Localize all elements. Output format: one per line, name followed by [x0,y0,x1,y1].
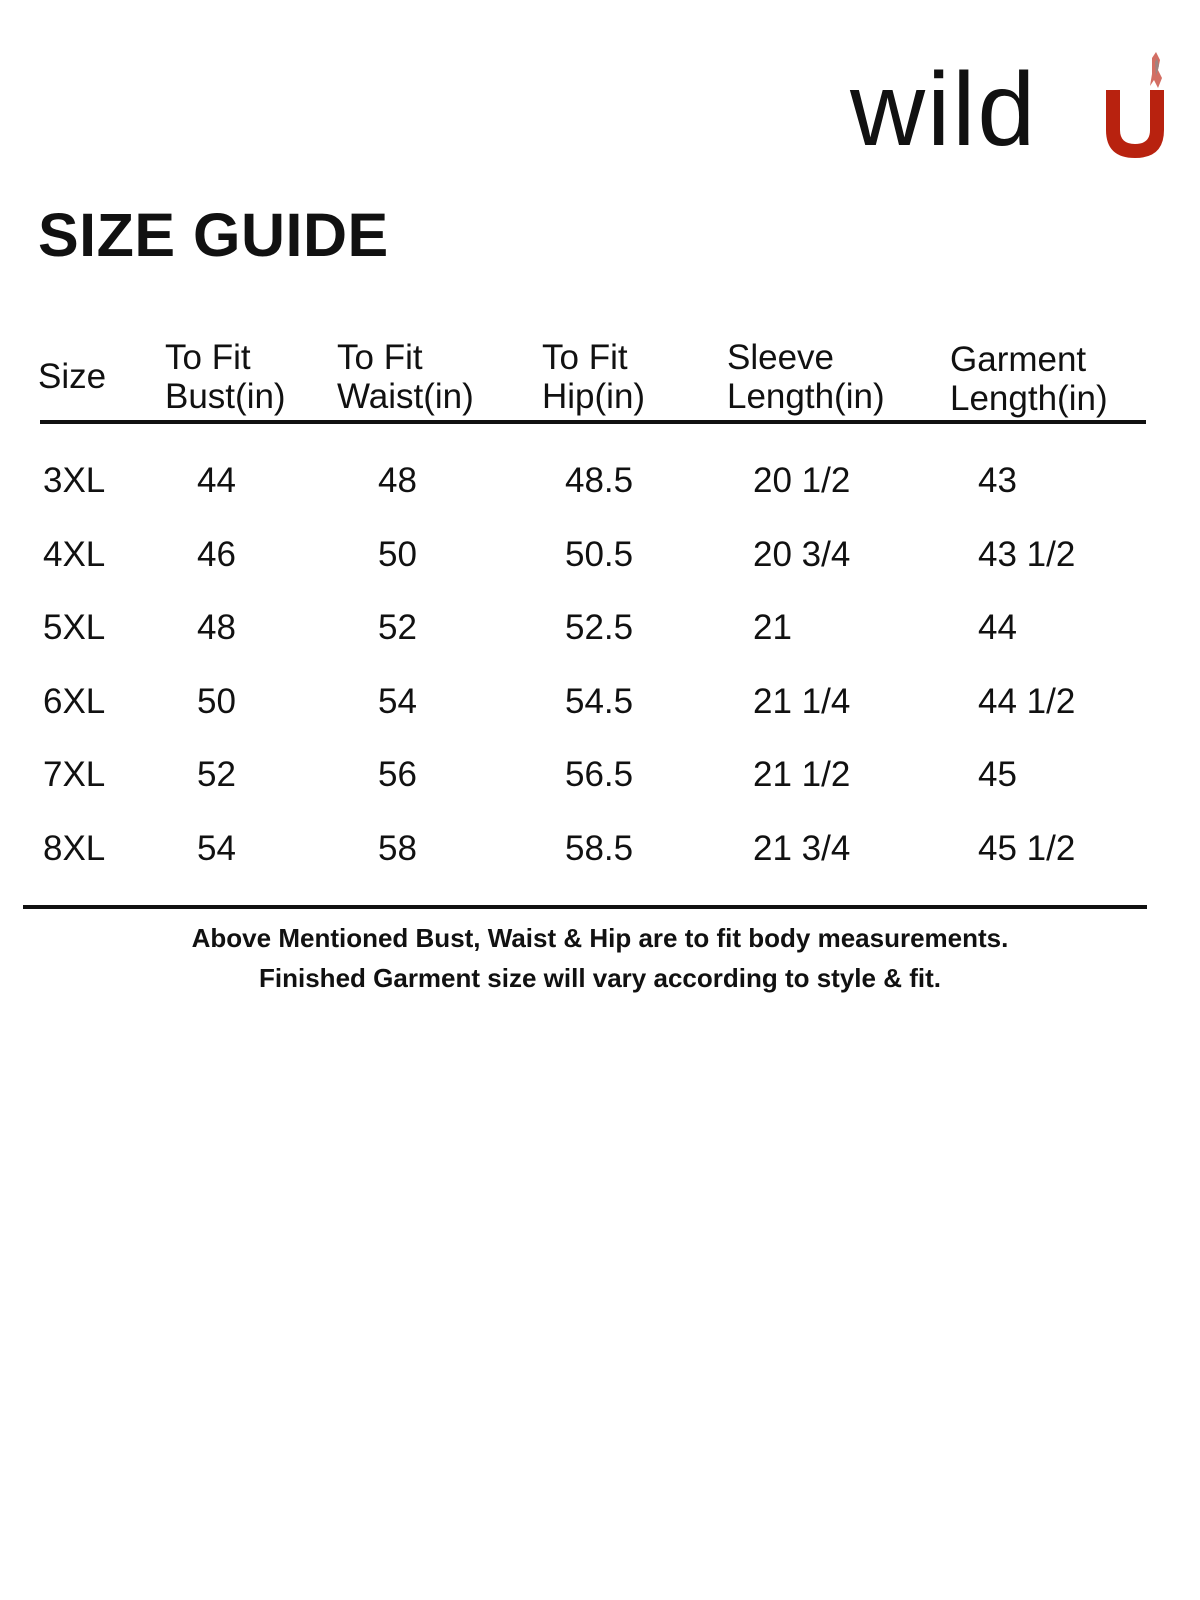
cell-waist: 50 [378,535,417,574]
cell-hip: 56.5 [565,755,634,794]
cell-waist: 54 [378,682,417,721]
cell-size: 3XL [43,461,106,500]
brand-logo [850,40,1170,168]
header-size [38,357,106,396]
cell-sleeve: 21 3/4 [753,829,851,868]
cell-garment: 43 [978,461,1017,500]
cell-hip: 50.5 [565,535,634,574]
cell-garment: 44 1/2 [978,682,1076,721]
cell-size: 8XL [43,829,106,868]
header-sleeve-line2: Length(in) [727,377,885,416]
cell-bust: 46 [197,535,236,574]
cell-bust: 52 [197,755,236,794]
brand-wordmark: wild [850,52,1038,168]
cell-bust: 48 [197,608,236,647]
header-sleeve [727,338,885,416]
cell-waist: 52 [378,608,417,647]
cell-sleeve: 21 1/2 [753,755,851,794]
cell-garment: 43 1/2 [978,535,1076,574]
cell-size: 7XL [43,755,106,794]
cell-hip: 58.5 [565,829,634,868]
page-title: SIZE GUIDE [38,201,389,269]
cell-size: 5XL [43,608,106,647]
cell-hip: 52.5 [565,608,634,647]
cell-sleeve: 21 [753,608,792,647]
header-waist-line1: To Fit [337,338,423,377]
header-garment [950,340,1108,418]
cell-garment: 45 1/2 [978,829,1076,868]
header-divider [40,420,1146,424]
cell-sleeve: 20 3/4 [753,535,851,574]
header-garment-line1: Garment [950,340,1087,379]
header-garment-line2: Length(in) [950,379,1108,418]
header-hip [542,338,645,416]
cell-waist: 48 [378,461,417,500]
footer-divider [23,905,1147,909]
header-bust [165,338,286,416]
header-size-label: Size [38,357,107,396]
cell-sleeve: 20 1/2 [753,461,851,500]
cell-size: 4XL [43,535,106,574]
note-line-1: Above Mentioned Bust, Waist & Hip are to fit body measurements. [191,923,1009,953]
cell-hip: 54.5 [565,682,634,721]
header-bust-line2: Bust(in) [165,377,286,416]
cell-hip: 48.5 [565,461,634,500]
header-hip-line2: Hip(in) [542,377,646,416]
cell-bust: 50 [197,682,236,721]
brand-u-mark [1100,50,1170,170]
note-line-2: Finished Garment size will vary according to style & fit. [259,963,941,993]
header-sleeve-line1: Sleeve [727,338,835,377]
header-hip-line1: To Fit [542,338,628,377]
cell-size: 6XL [43,682,106,721]
cell-bust: 44 [197,461,236,500]
cell-garment: 44 [978,608,1017,647]
cell-sleeve: 21 1/4 [753,682,851,721]
header-bust-line1: To Fit [165,338,251,377]
header-waist-line2: Waist(in) [337,377,474,416]
header-waist [337,338,474,416]
cell-bust: 54 [197,829,236,868]
cell-garment: 45 [978,755,1017,794]
cell-waist: 58 [378,829,417,868]
cell-waist: 56 [378,755,417,794]
